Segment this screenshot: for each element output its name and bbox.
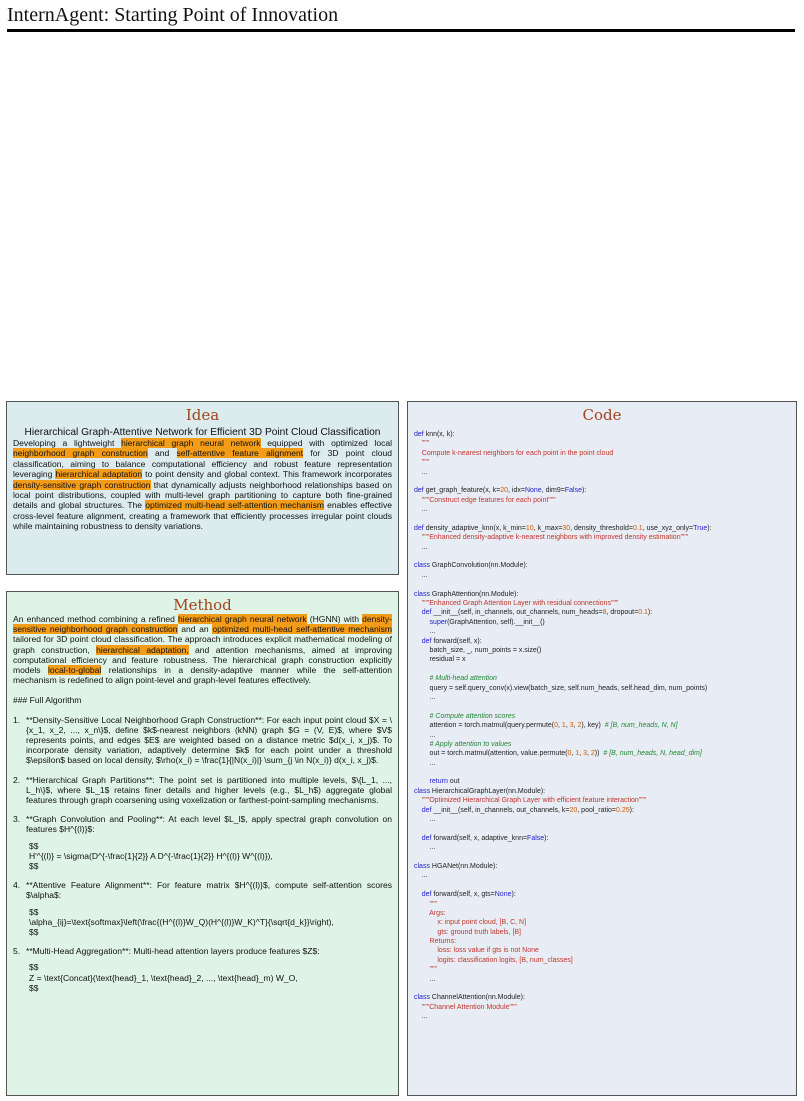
code-line (414, 768, 792, 777)
method-text: and attention mechanisms, aimed at improving computational efficiency and feature robustness. The hierarchical graph construction explicitly models (13, 644, 393, 676)
idea-highlight: density-sensitive graph construction (13, 479, 151, 490)
code-line: ... (414, 731, 436, 739)
idea-highlight: neighborhood graph construction (13, 448, 148, 459)
idea-text: for 3D point cloud classification, aiming to balance computational efficiency and robust feature representation leveraging (13, 448, 392, 480)
code-line: attention = torch.matmul(query.permute(0, 1, 3, 2), key) # [B, num_heads, N, N] (414, 722, 678, 730)
code-line (414, 477, 792, 486)
code-line: class GraphConvolution(nn.Module): (414, 562, 528, 570)
method-paragraph (13, 614, 392, 685)
idea-title: Idea (185, 406, 220, 424)
code-line: def density_adaptive_knn(x, k_min=10, k_max=30, density_threshold=0.1, use_xyz_only=True): (414, 524, 712, 532)
code-line (414, 552, 792, 561)
code-line: query = self.query_conv(x).view(batch_size, self.num_heads, self.head_dim, num_points) (414, 684, 708, 692)
code-line: loss: loss value if gts is not None (414, 947, 539, 955)
method-highlight: hierarchical graph neural network (178, 614, 307, 624)
algorithm-step-equation: $$ H'^{(l)} = \sigma(D^{-\frac{1}{2}} A D^{-\frac{1}{2}} H^{(l)} W^{(l)}), $$ (29, 840, 273, 872)
algorithm-step-number: 5. (13, 946, 21, 957)
code-line: ... (414, 872, 428, 880)
header-rule (7, 29, 795, 32)
code-line: class GraphAttention(nn.Module): (414, 590, 519, 598)
code-line: ... (414, 543, 428, 551)
idea-text: and (147, 448, 177, 459)
method-text: (HGNN) with (306, 614, 363, 624)
code-line: logits: classification logits, [B, num_classes] (414, 956, 573, 964)
idea-text: equipped with optimized local (260, 438, 393, 448)
algorithm-step-equation: $$ Z = \text{Concat}(\text{head}_1, \text{head}_2, ..., \text{head}_m) W_O, $$ (29, 962, 298, 993)
algorithm-step (13, 775, 392, 806)
algorithm-step (13, 715, 392, 766)
algorithm-step-text: **Density-Sensitive Local Neighborhood Graph Construction**: For each input point cloud $X = \{x_1, x_2, ..., x_n\}$, define $k$-nearest neighbors (kNN) graph $G = (V, E)$, where $V$ represents points, and edges $E$ are weighted based on a distance metric $d(x_i, x_j)$. To incorporate density variation, adaptively determine $k$ for each point under a threshold $\epsilon$ based on local density, $\rho(x_i) = \frac{1}{|N(x_i)|} \sum_{j \in N(x_i)} d(x_i, x_j)$. (26, 714, 392, 766)
algorithm-step-number: 3. (13, 814, 21, 825)
code-line: ... (414, 571, 428, 579)
idea-text: Developing a lightweight (13, 438, 122, 448)
algorithm-step (13, 946, 392, 993)
code-line: x: input point cloud, [B, C, N] (414, 919, 527, 927)
code-line (414, 881, 792, 890)
method-highlight: hierarchical adaptation, (96, 644, 189, 655)
code-line: """Channel Attention Module""" (414, 1003, 517, 1011)
idea-highlight: self-attentive feature alignment (176, 448, 304, 459)
code-line: """ (414, 900, 438, 908)
code-line: """ (414, 966, 438, 974)
code-line: ... (414, 975, 436, 983)
page-header-title: InternAgent: Starting Point of Innovation (7, 4, 339, 26)
code-line: """Enhanced Graph Attention Layer with residual connections""" (414, 600, 619, 608)
code-line (414, 515, 792, 524)
code-line: class HierarchicalGraphLayer(nn.Module): (414, 787, 546, 795)
code-line: def get_graph_feature(x, k=20, idx=None, dim9=False): (414, 487, 587, 495)
idea-panel (6, 401, 399, 575)
code-line: out = torch.matmul(attention, value.permute(0, 1, 3, 2)) # [B, num_heads, N, head_dim] (414, 750, 702, 758)
code-line (414, 702, 792, 711)
method-highlight: density-sensitive neighborhood graph construction (13, 614, 392, 635)
code-line: ... (414, 844, 436, 852)
code-line: # Compute attention scores (414, 712, 516, 720)
code-line: # Multi-head attention (414, 675, 497, 683)
code-line: ... (414, 468, 428, 476)
code-line: gts: ground truth labels, [B] (414, 928, 521, 936)
code-line: Args: (414, 909, 446, 917)
code-line: """Construct edge features for each point""" (414, 496, 556, 504)
code-line: ... (414, 1013, 428, 1021)
code-line: residual = x (414, 656, 466, 664)
algorithm-step-text: **Hierarchical Graph Partitions**: The point set is partitioned into multiple levels, $\{L_1, ..., L_h\}$, where $L_1$ retains finer details and higher levels (e.g., $L_h$) aggregate global features through graph coarsening using voxelization or farthest-point-sampling mechanisms. (26, 774, 392, 806)
code-line (414, 824, 792, 833)
algorithm-step (13, 814, 392, 871)
code-line: """ (414, 440, 430, 448)
code-line: Compute k-nearest neighbors for each point in the point cloud (414, 449, 614, 457)
code-line (414, 665, 792, 674)
method-highlight: local-to-global (48, 665, 102, 676)
idea-subtitle: Hierarchical Graph-Attentive Network for Efficient 3D Point Cloud Classification (24, 427, 381, 438)
code-line: ... (414, 506, 428, 514)
code-title: Code (582, 406, 622, 424)
method-text: and an (177, 624, 213, 635)
algorithm-step-text: **Multi-Head Aggregation**: Multi-head attention layers produce features $Z$: (26, 946, 320, 957)
code-line (414, 984, 792, 993)
code-line: class HGANet(nn.Module): (414, 862, 498, 870)
code-line: ... (414, 693, 436, 701)
code-line: def __init__(self, in_channels, out_channels, k=20, pool_ratio=0.25): (414, 806, 634, 814)
algorithm-step-text: **Graph Convolution and Pooling**: At each level $L_l$, apply spectral graph convolution on features $H^{(l)}$: (26, 814, 392, 835)
code-line: ... (414, 628, 436, 636)
algorithm-heading: ### Full Algorithm (13, 695, 82, 706)
code-line: def forward(self, x, gts=None): (414, 891, 516, 899)
code-line: ... (414, 816, 436, 824)
idea-text: that dynamically adjusts neighborhood relationships based on local point distributions, coupled with multi-level graph partitioning to capture both fine-grained details and global structures. The (13, 479, 392, 511)
code-line: ... (414, 759, 436, 767)
code-line: # Apply attention to values (414, 740, 512, 748)
algorithm-step-number: 4. (13, 880, 21, 891)
algorithm-list (13, 715, 392, 993)
idea-highlight: optimized multi-head self-attention mechanism (145, 500, 324, 511)
code-line: """Optimized Hierarchical Graph Layer with efficient feature interaction""" (414, 797, 647, 805)
code-line: def knn(x, k): (414, 431, 455, 438)
code-listing (414, 430, 792, 1022)
code-line: def forward(self, x, adaptive_knn=False): (414, 834, 549, 842)
idea-highlight: hierarchical graph neural network (121, 438, 261, 448)
algorithm-step (13, 880, 392, 937)
code-line: Returns: (414, 938, 457, 946)
algorithm-step-number: 2. (13, 774, 21, 785)
code-line (414, 853, 792, 862)
code-line: class ChannelAttention(nn.Module): (414, 994, 525, 1002)
method-text: relationships in a density-adaptive manner while the self-attention mechanism is redefined to align point-level and graph-level features effectively. (13, 665, 392, 686)
idea-highlight: hierarchical adaptation (55, 469, 143, 480)
idea-text: enables effective cross-level feature alignment, creating a framework that efficiently processes irregular point clouds while maintaining robustness to density variations. (13, 500, 392, 532)
code-line: def forward(self, x): (414, 637, 482, 645)
algorithm-step-text: **Attentive Feature Alignment**: For feature matrix $H^{(l)}$, compute self-attention scores $\alpha$: (26, 880, 392, 901)
code-line: """ (414, 459, 430, 467)
code-line: def __init__(self, in_channels, out_channels, num_heads=8, dropout=0.1): (414, 609, 653, 617)
idea-text: to point density and global context. This framework incorporates (142, 469, 393, 480)
algorithm-step-number: 1. (13, 714, 21, 725)
code-panel (407, 401, 797, 1096)
method-text: tailored for 3D point cloud classification. The approach introduces explicit mathematical modeling of graph construction, (13, 634, 392, 655)
algorithm-step-equation: $$ \alpha_{ij}=\text{softmax}\left(\frac{(H^{(l)}W_Q)(H^{(l)}W_K)^T}{\sqrt{d_k}}\right), $$ (29, 906, 334, 938)
code-line: """Enhanced density-adaptive k-nearest neighbors with improved density estimation""" (414, 534, 689, 542)
code-line: batch_size, _, num_points = x.size() (414, 646, 542, 654)
code-line: return out (414, 778, 460, 786)
method-panel (6, 591, 399, 1096)
code-line: super(GraphAttention, self).__init__() (414, 618, 545, 626)
code-line (414, 580, 792, 589)
method-title: Method (173, 596, 232, 614)
idea-paragraph (13, 438, 392, 532)
method-text: An enhanced method combining a refined (13, 614, 179, 624)
method-highlight: optimized multi-head self-attentive mechanism (212, 624, 392, 635)
